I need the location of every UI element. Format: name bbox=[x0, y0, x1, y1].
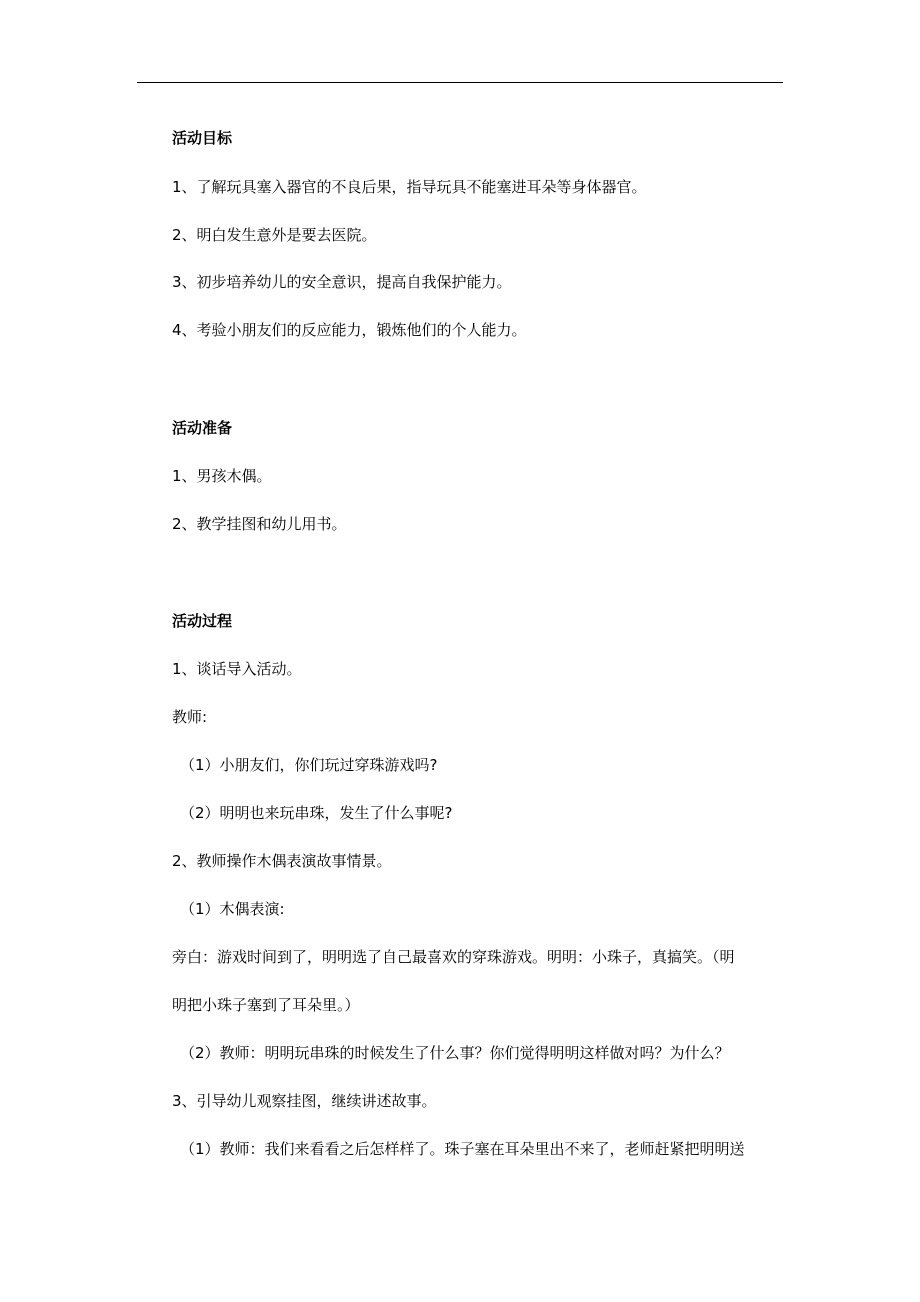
objective-item-4: 4、考验小朋友们的反应能力，锻炼他们的个人能力。 bbox=[172, 321, 527, 339]
process-narration-line-1: 旁白：游戏时间到了，明明选了自己最喜欢的穿珠游戏。明明：小珠子，真搞笑。（明 bbox=[172, 948, 735, 966]
process-step-2: 2、教师操作木偶表演故事情景。 bbox=[172, 852, 392, 870]
process-teacher-label: 教师: bbox=[172, 708, 208, 726]
process-teacher-story: （1）教师：我们来看看之后怎样样了。珠子塞在耳朵里出不来了，老师赶紧把明明送 bbox=[180, 1140, 745, 1158]
objective-item-2: 2、明白发生意外是要去医院。 bbox=[172, 226, 377, 244]
process-question-1: （1）小朋友们，你们玩过穿珠游戏吗? bbox=[180, 756, 438, 774]
objectives-heading: 活动目标 bbox=[172, 129, 233, 147]
objective-item-3: 3、初步培养幼儿的安全意识，提高自我保护能力。 bbox=[172, 273, 512, 291]
process-question-2: （2）明明也来玩串珠，发生了什么事呢? bbox=[180, 804, 453, 822]
preparation-heading: 活动准备 bbox=[172, 419, 233, 437]
preparation-item-1: 1、男孩木偶。 bbox=[172, 467, 272, 485]
process-teacher-question: （2）教师：明明玩串珠的时候发生了什么事？你们觉得明明这样做对吗？为什么？ bbox=[180, 1044, 730, 1062]
process-narration-line-2: 明把小珠子塞到了耳朵里。） bbox=[172, 996, 360, 1014]
header-rule bbox=[137, 82, 783, 83]
objective-item-1: 1、了解玩具塞入器官的不良后果，指导玩具不能塞进耳朵等身体器官。 bbox=[172, 178, 647, 196]
process-step-3: 3、引导幼儿观察挂图，继续讲述故事。 bbox=[172, 1092, 437, 1110]
preparation-item-2: 2、教学挂图和幼儿用书。 bbox=[172, 515, 347, 533]
process-step-1: 1、谈话导入活动。 bbox=[172, 660, 302, 678]
process-heading: 活动过程 bbox=[172, 612, 233, 630]
process-puppet-show: （1）木偶表演: bbox=[180, 900, 285, 918]
